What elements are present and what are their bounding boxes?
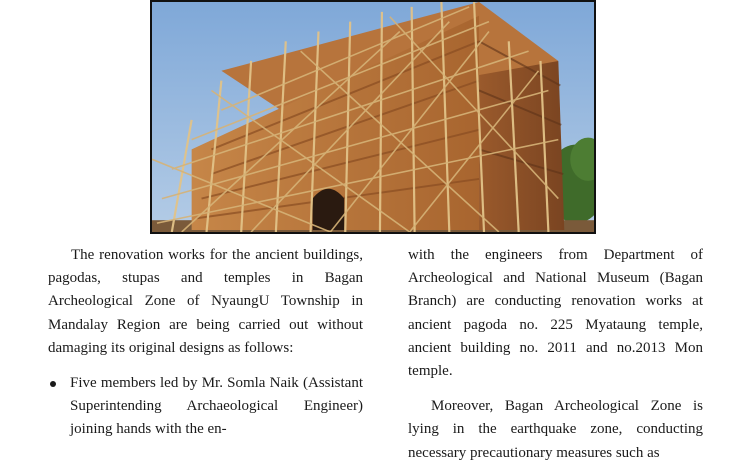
intro-paragraph: The renovation works for the ancient buildings, pagodas, stupas and temples in Bagan Archeological Zone of NyaungU Township in Mandalay Region are being carried out without damaging its original designs as follows:: [48, 247, 363, 356]
bullet-item-text: Five members led by Mr. Somla Naik (Assistant Superintending Archaeological Engineer) joining hands with the en-: [70, 375, 363, 438]
renovation-bullet-list: [48, 372, 363, 442]
left-text-column: [48, 244, 363, 442]
bullet-dot-icon: [50, 381, 56, 387]
continuation-paragraph: with the engineers from Department of Archeological and National Museum (Bagan Branch) are conducting renovation works at ancient pagoda no. 225 Myataung temple, ancient building no. 2011 and no.2013 Mon temple.: [408, 247, 703, 380]
earthquake-paragraph: Moreover, Bagan Archeological Zone is lying in the earthquake zone, conducting necessary precautionary measures such as: [408, 398, 703, 461]
bullet-item: [48, 372, 363, 442]
right-text-column: [408, 244, 703, 465]
temple-photo-illustration: [152, 2, 594, 232]
temple-scaffolding-photo: [150, 0, 596, 234]
